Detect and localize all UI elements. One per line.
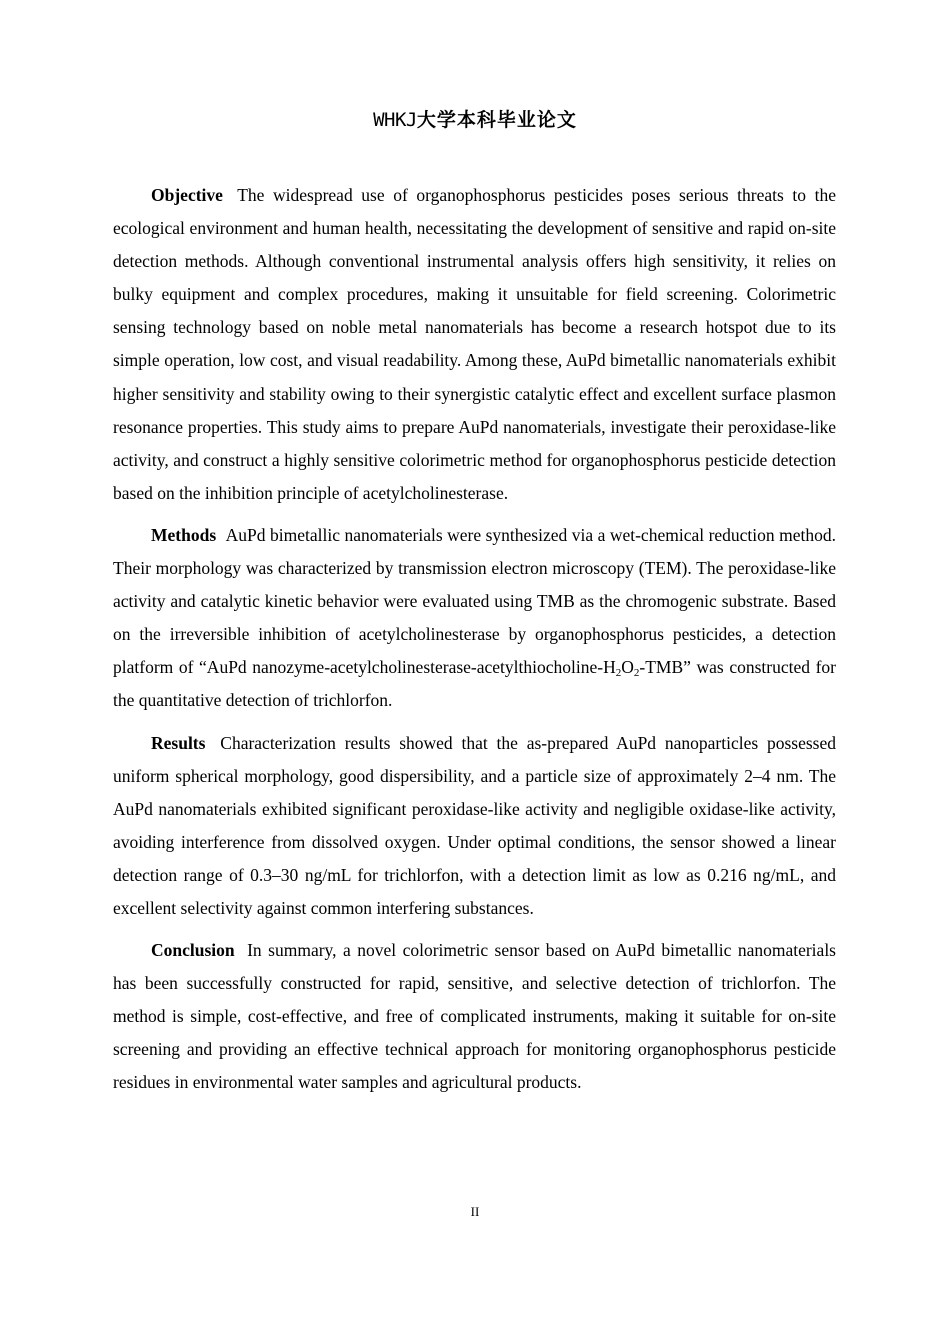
conclusion-label: Conclusion bbox=[151, 940, 235, 961]
methods-subscript-h: 2 bbox=[615, 667, 622, 680]
abstract-body bbox=[113, 179, 836, 1109]
objective-paragraph bbox=[113, 179, 836, 510]
objective-text: The widespread use of organophosphorus pesticides poses serious threats to the ecological environment and human health, necessitating the development of sensitive and rapid on-site detection methods. Although conventional instrumental analysis offers high sensitivity, it relies on bulky equipment and complex procedures, making it unsuitable for field screening. Colorimetric sensing technology based on noble metal nanomaterials has become a research hotspot due to its simple operation, low cost, and visual readability. Among these, AuPd bimetallic nanomaterials exhibit higher sensitivity and stability owing to their synergistic catalytic effect and excellent surface plasmon resonance properties. This study aims to prepare AuPd nanomaterials, investigate their peroxidase-like activity, and construct a highly sensitive colorimetric method for organophosphorus pesticide detection based on the inhibition principle of acetylcholinesterase. bbox=[113, 185, 836, 503]
methods-paragraph bbox=[113, 519, 836, 718]
methods-text: AuPd bimetallic nanomaterials were synthesized via a wet-chemical reduction method. Their morphology was characterized by transmission electron microscopy (TEM). The peroxidase-like activity and catalytic kinetic behavior were evaluated using TMB as the chromogenic substrate. Based on the irreversible inhibition of acetylcholinesterase by organophosphorus pesticides, a detection platform of “AuPd nanozyme-acetylcholinesterase-acetylthiocholine-H bbox=[113, 524, 837, 678]
methods-text-end: -TMB” was constructed for the quantitative detection of trichlorfon. bbox=[113, 657, 836, 711]
results-label: Results bbox=[151, 732, 206, 753]
methods-label: Methods bbox=[151, 524, 217, 545]
results-text: Characterization results showed that the as-prepared AuPd nanoparticles possessed uniform spherical morphology, good dispersibility, and a particle size of approximately 2–4 nm. The AuPd nanomaterials exhibited significant peroxidase-like activity and negligible oxidase-like activity, avoiding interference from dissolved oxygen. Under optimal conditions, the sensor showed a linear detection range of 0.3–30 ng/mL for trichlorfon, with a detection limit as low as 0.216 ng/mL, and excellent selectivity against common interfering substances. bbox=[113, 732, 836, 918]
page-number: II bbox=[470, 1204, 480, 1219]
methods-subscript-o: 2 bbox=[633, 667, 640, 680]
results-paragraph bbox=[113, 727, 836, 926]
page-header bbox=[0, 106, 950, 133]
objective-label: Objective bbox=[151, 185, 223, 205]
header-brand: WHKJ bbox=[373, 109, 417, 131]
conclusion-paragraph bbox=[113, 934, 836, 1099]
header-subtitle: 大学本科毕业论文 bbox=[416, 109, 577, 131]
methods-text-o: O bbox=[621, 657, 634, 678]
conclusion-text: In summary, a novel colorimetric sensor based on AuPd bimetallic nanomaterials has been successfully constructed for rapid, sensitive, and selective detection of trichlorfon. The method is simple, cost-effective, and free of complicated instruments, making it suitable for on-site screening and providing an effective technical approach for monitoring organophosphorus pesticide residues in environmental water samples and agricultural products. bbox=[113, 940, 836, 1093]
